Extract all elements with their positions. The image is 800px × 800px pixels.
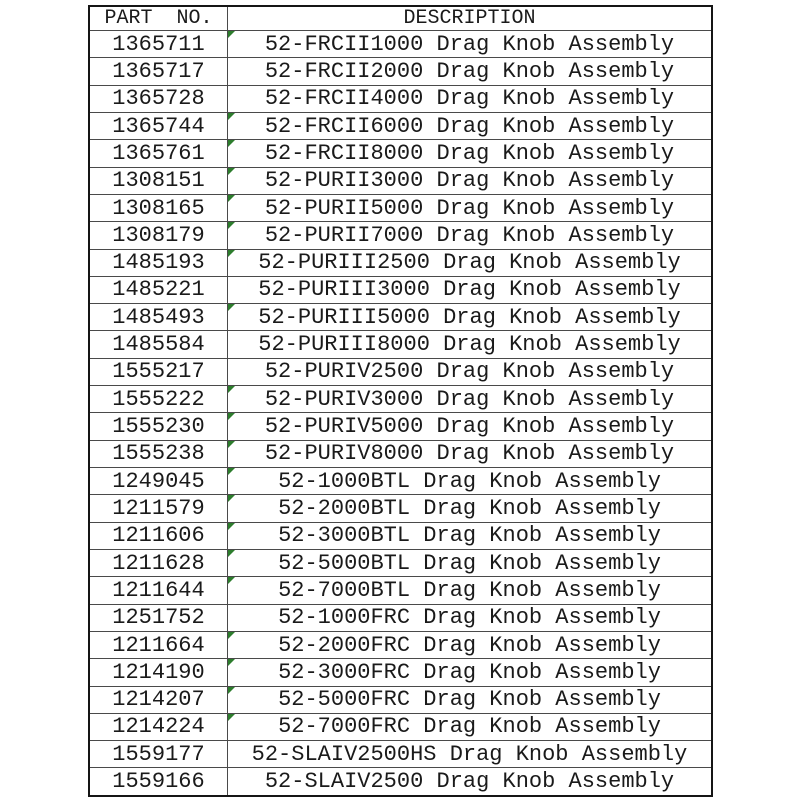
part-number-cell: 1214190 bbox=[89, 659, 228, 686]
cell-corner-marker-icon bbox=[228, 714, 235, 721]
table-row bbox=[89, 386, 712, 413]
table-row bbox=[89, 631, 712, 658]
table-row bbox=[89, 249, 712, 276]
description-cell: 52-FRCII8000 Drag Knob Assembly bbox=[228, 140, 713, 167]
cell-corner-marker-icon bbox=[228, 195, 235, 202]
description-cell: 52-PURIV8000 Drag Knob Assembly bbox=[228, 440, 713, 467]
part-number-cell: 1365728 bbox=[89, 85, 228, 112]
description-cell: 52-FRCII6000 Drag Knob Assembly bbox=[228, 112, 713, 139]
part-number-cell: 1211579 bbox=[89, 495, 228, 522]
description-cell: 52-SLAIV2500 Drag Knob Assembly bbox=[228, 768, 713, 796]
table-row bbox=[89, 331, 712, 358]
cell-corner-marker-icon bbox=[228, 140, 235, 147]
cell-corner-marker-icon bbox=[228, 577, 235, 584]
cell-corner-marker-icon bbox=[228, 222, 235, 229]
table-row bbox=[89, 741, 712, 768]
part-number-cell: 1555238 bbox=[89, 440, 228, 467]
part-number-cell: 1308165 bbox=[89, 194, 228, 221]
table-row bbox=[89, 440, 712, 467]
description-cell: 52-PURII5000 Drag Knob Assembly bbox=[228, 194, 713, 221]
table-row bbox=[89, 167, 712, 194]
part-number-cell: 1308151 bbox=[89, 167, 228, 194]
part-number-cell: 1485584 bbox=[89, 331, 228, 358]
description-cell: 52-5000BTL Drag Knob Assembly bbox=[228, 549, 713, 576]
part-number-cell: 1214207 bbox=[89, 686, 228, 713]
description-cell: 52-1000FRC Drag Knob Assembly bbox=[228, 604, 713, 631]
description-cell: 52-PURIV3000 Drag Knob Assembly bbox=[228, 386, 713, 413]
part-number-cell: 1555217 bbox=[89, 358, 228, 385]
cell-corner-marker-icon bbox=[228, 304, 235, 311]
part-number-cell: 1214224 bbox=[89, 713, 228, 740]
part-number-cell: 1211644 bbox=[89, 577, 228, 604]
cell-corner-marker-icon bbox=[228, 413, 235, 420]
table-row bbox=[89, 304, 712, 331]
cell-corner-marker-icon bbox=[228, 441, 235, 448]
cell-corner-marker-icon bbox=[228, 632, 235, 639]
part-number-cell: 1365717 bbox=[89, 58, 228, 85]
table-row bbox=[89, 549, 712, 576]
table-row bbox=[89, 112, 712, 139]
part-number-cell: 1555222 bbox=[89, 386, 228, 413]
table-row bbox=[89, 222, 712, 249]
cell-corner-marker-icon bbox=[228, 113, 235, 120]
table-row bbox=[89, 194, 712, 221]
table-row bbox=[89, 358, 712, 385]
description-cell: 52-2000BTL Drag Knob Assembly bbox=[228, 495, 713, 522]
part-number-cell: 1555230 bbox=[89, 413, 228, 440]
description-cell: 52-FRCII1000 Drag Knob Assembly bbox=[228, 31, 713, 58]
part-number-cell: 1365761 bbox=[89, 140, 228, 167]
description-cell: 52-PURIII8000 Drag Knob Assembly bbox=[228, 331, 713, 358]
description-cell: 52-PURII3000 Drag Knob Assembly bbox=[228, 167, 713, 194]
description-cell: 52-PURIV5000 Drag Knob Assembly bbox=[228, 413, 713, 440]
cell-corner-marker-icon bbox=[228, 31, 235, 38]
table-row bbox=[89, 468, 712, 495]
description-cell: 52-FRCII4000 Drag Knob Assembly bbox=[228, 85, 713, 112]
part-number-cell: 1251752 bbox=[89, 604, 228, 631]
table-row bbox=[89, 413, 712, 440]
table-row bbox=[89, 58, 712, 85]
description-cell: 52-PURIV2500 Drag Knob Assembly bbox=[228, 358, 713, 385]
part-number-cell: 1211664 bbox=[89, 631, 228, 658]
table-row bbox=[89, 686, 712, 713]
table-row bbox=[89, 276, 712, 303]
part-number-cell: 1559166 bbox=[89, 768, 228, 796]
cell-corner-marker-icon bbox=[228, 550, 235, 557]
table-row bbox=[89, 768, 712, 796]
table-row bbox=[89, 495, 712, 522]
cell-corner-marker-icon bbox=[228, 659, 235, 666]
description-cell: 52-PURII7000 Drag Knob Assembly bbox=[228, 222, 713, 249]
part-number-cell: 1365744 bbox=[89, 112, 228, 139]
description-cell: 52-1000BTL Drag Knob Assembly bbox=[228, 468, 713, 495]
table-row bbox=[89, 604, 712, 631]
table-header-row bbox=[89, 6, 712, 31]
description-cell: 52-PURIII3000 Drag Knob Assembly bbox=[228, 276, 713, 303]
cell-corner-marker-icon bbox=[228, 168, 235, 175]
column-header-description: DESCRIPTION bbox=[228, 6, 713, 31]
part-number-cell: 1485221 bbox=[89, 276, 228, 303]
part-number-cell: 1249045 bbox=[89, 468, 228, 495]
part-number-cell: 1559177 bbox=[89, 741, 228, 768]
cell-corner-marker-icon bbox=[228, 250, 235, 257]
cell-corner-marker-icon bbox=[228, 687, 235, 694]
table-row bbox=[89, 31, 712, 58]
table-row bbox=[89, 577, 712, 604]
table-row bbox=[89, 659, 712, 686]
description-cell: 52-5000FRC Drag Knob Assembly bbox=[228, 686, 713, 713]
description-cell: 52-2000FRC Drag Knob Assembly bbox=[228, 631, 713, 658]
table-row bbox=[89, 85, 712, 112]
table-row bbox=[89, 522, 712, 549]
part-number-cell: 1211606 bbox=[89, 522, 228, 549]
cell-corner-marker-icon bbox=[228, 523, 235, 530]
table-body bbox=[89, 31, 712, 797]
cell-corner-marker-icon bbox=[228, 468, 235, 475]
description-cell: 52-3000FRC Drag Knob Assembly bbox=[228, 659, 713, 686]
table-row bbox=[89, 140, 712, 167]
column-header-part-no: PART NO. bbox=[89, 6, 228, 31]
description-cell: 52-PURIII5000 Drag Knob Assembly bbox=[228, 304, 713, 331]
part-number-cell: 1485493 bbox=[89, 304, 228, 331]
table-header bbox=[89, 6, 712, 31]
description-cell: 52-7000FRC Drag Knob Assembly bbox=[228, 713, 713, 740]
description-cell: 52-PURIII2500 Drag Knob Assembly bbox=[228, 249, 713, 276]
description-cell: 52-3000BTL Drag Knob Assembly bbox=[228, 522, 713, 549]
description-cell: 52-FRCII2000 Drag Knob Assembly bbox=[228, 58, 713, 85]
parts-table bbox=[88, 5, 713, 797]
description-cell: 52-7000BTL Drag Knob Assembly bbox=[228, 577, 713, 604]
part-number-cell: 1308179 bbox=[89, 222, 228, 249]
part-number-cell: 1365711 bbox=[89, 31, 228, 58]
cell-corner-marker-icon bbox=[228, 495, 235, 502]
part-number-cell: 1485193 bbox=[89, 249, 228, 276]
part-number-cell: 1211628 bbox=[89, 549, 228, 576]
cell-corner-marker-icon bbox=[228, 386, 235, 393]
table-row bbox=[89, 713, 712, 740]
description-cell: 52-SLAIV2500HS Drag Knob Assembly bbox=[228, 741, 713, 768]
